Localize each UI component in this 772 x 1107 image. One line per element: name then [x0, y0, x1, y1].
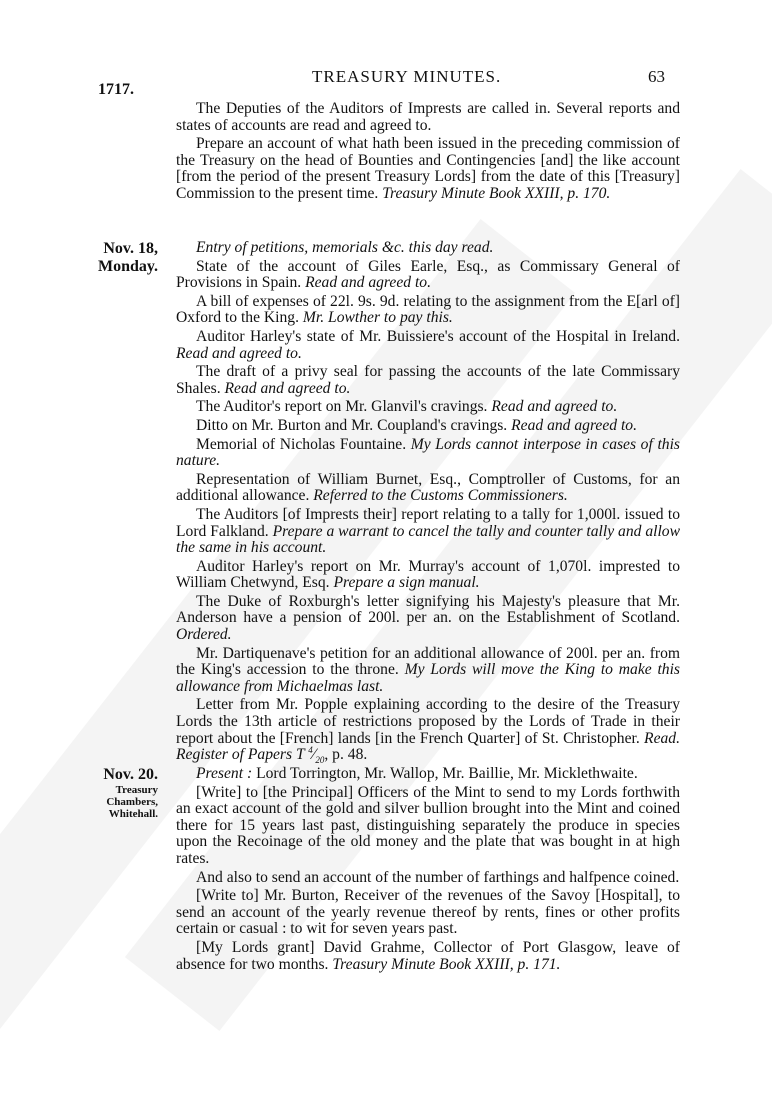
paragraph: [Write] to [the Principal] Officers of the Mint to send to my Lords forthwith an exact account of the gold and silver bullion brought into the Mint and coined there for 15 years last past, distinguishing separately the produce in species upon the Recoinage of the old money and the plate that was bought in at high rates. [176, 783, 680, 867]
date-margin [84, 766, 158, 820]
paragraph: Representation of William Burnet, Esq., Comptroller of Customs, for an additional allowance. Referred to the Customs Commissioners. [176, 470, 680, 505]
entry-date: Nov. 20. [103, 766, 158, 783]
paragraph: The Auditors [of Imprests their] report relating to a tally for 1,000l. issued to Lord Falkland. Prepare a warrant to cancel the tally and counter tally and allow the same in his account. [176, 505, 681, 557]
place-line: Treasury [115, 784, 158, 796]
paragraph: [Write to] Mr. Burton, Receiver of the revenues of the Savoy [Hospital], to send an account of the yearly revenue thereof by rents, fines or other profits certain or casual : to wit for seven years past. [176, 887, 680, 938]
paragraph: [My Lords grant] David Grahme, Collector of Port Glasgow, leave of absence for two months. Treasury Minute Book XXIII, p. 171. [176, 938, 680, 973]
paragraph: A bill of expenses of 22l. 9s. 9d. relating to the assignment from the E[arl of] Oxford to the King. Mr. Lowther to pay this. [176, 292, 680, 327]
page-header [0, 67, 772, 98]
paragraph: The Duke of Roxburgh's letter signifying his Majesty's pleasure that Mr. Anderson have a pension of 200l. per an. on the Establishment of Scotland. Ordered. [176, 592, 680, 644]
paragraph: The Auditor's report on Mr. Glanvil's cravings. Read and agreed to. [196, 398, 618, 416]
date-margin [84, 240, 158, 276]
page-number: 63 [648, 67, 665, 86]
place-line: Whitehall. [108, 808, 158, 820]
register-reference: Register of Papers T $^4⁄_{20}$ [176, 745, 325, 766]
paragraph: Mr. Dartiquenave's petition for an additional allowance of 200l. per an. from the King's accession to the throne. My Lords will move the King to make this allowance from Michaelmas last. [176, 644, 680, 695]
paragraph: Present : Lord Torrington, Mr. Wallop, Mr. Baillie, Mr. Micklethwaite. [196, 765, 638, 782]
header-title: TREASURY MINUTES. [312, 67, 502, 86]
paragraph: Prepare an account of what hath been issued in the preceding commission of the Treasury on the head of Bounties and Contingencies [and] the like account [from the period of the present Treasury Lords] from the date of this [Treasury] Commission to the present time. Treasury Minute Book XXIII, p. 170. [176, 135, 680, 202]
paragraph: Memorial of Nicholas Fountaine. My Lords cannot interpose in cases of this nature. [176, 435, 680, 470]
paragraph: The draft of a privy seal for passing the accounts of the late Commissary Shales. Read and agreed to. [176, 363, 680, 397]
paragraph: Entry of petitions, memorials &c. this day read. [196, 239, 494, 256]
paragraph: Ditto on Mr. Burton and Mr. Coupland's cravings. Read and agreed to. [196, 416, 638, 434]
paragraph: Auditor Harley's report on Mr. Murray's account of 1,070l. imprested to William Chetwynd, Esq. Prepare a sign manual. [176, 557, 680, 592]
reference: Treasury Minute Book XXIII, p. 170. [382, 184, 611, 202]
place-line: Chambers, [106, 796, 158, 808]
paragraph: Auditor Harley's state of Mr. Buissiere's account of the Hospital in Ireland. Read and agreed to. [176, 327, 680, 362]
paragraph: State of the account of Giles Earle, Esq., as Commissary General of Provisions in Spain. Read and agreed to. [176, 257, 680, 292]
paragraph: The Deputies of the Auditors of Imprests are called in. Several reports and states of accounts are read and agreed to. [176, 100, 680, 134]
entry-date: Nov. 18, [103, 240, 158, 257]
paragraph: And also to send an account of the number of farthings and halfpence coined. [196, 868, 680, 886]
header-year: 1717. [98, 81, 134, 98]
entry-day: Monday. [97, 258, 158, 275]
paragraph: Letter from Mr. Popple explaining according to the desire of the Treasury Lords the 13th article of restrictions proposed by the Lords of Trade in their report about the [French] lands [in the French Quarter] of St. Christopher. Read. Register of Papers T $^4⁄_{20}$, p. 48. [176, 696, 680, 766]
